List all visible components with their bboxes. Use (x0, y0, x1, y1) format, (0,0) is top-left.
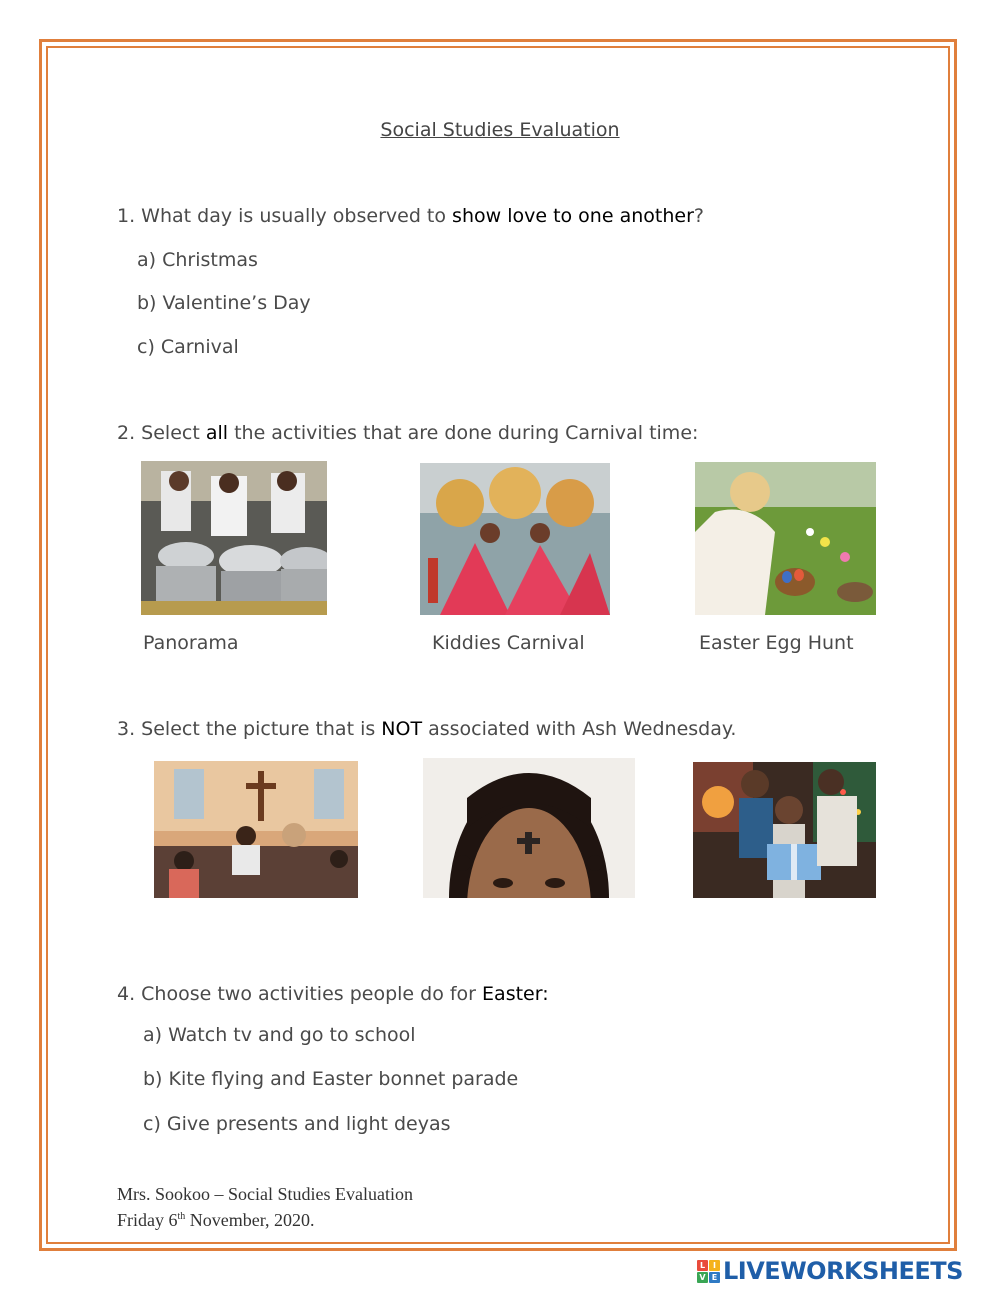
panorama-steelpan-photo[interactable] (141, 461, 327, 615)
worksheet-title: Social Studies Evaluation (380, 119, 620, 141)
ash-cross-forehead-photo[interactable] (423, 758, 635, 898)
question-2-emphasis: all (205, 422, 229, 444)
q4-option-b[interactable]: b) Kite flying and Easter bonnet parade (143, 1068, 519, 1090)
liveworksheets-logo (697, 1257, 963, 1285)
church-service-photo[interactable] (154, 761, 358, 898)
q1-option-b[interactable]: b) Valentine’s Day (137, 292, 311, 314)
q4-option-a[interactable]: a) Watch tv and go to school (143, 1024, 416, 1046)
logo-blocks-icon: L I V E (697, 1260, 720, 1283)
logo-wordmark: LIVEWORKSHEETS (723, 1257, 963, 1285)
caption-easter-egg-hunt: Easter Egg Hunt (699, 632, 854, 654)
question-2: 2. Select all the activities that are done during Carnival time: (117, 422, 699, 444)
question-4: 4. Choose two activities people do for Easter: (117, 983, 549, 1005)
question-1: 1. What day is usually observed to show love to one another? (117, 205, 704, 227)
easter-egg-hunt-photo[interactable] (695, 462, 876, 615)
question-3: 3. Select the picture that is NOT associated with Ash Wednesday. (117, 718, 737, 740)
question-3-emphasis: NOT (381, 718, 423, 740)
caption-panorama: Panorama (143, 632, 239, 654)
kiddies-carnival-photo[interactable] (420, 463, 610, 615)
q1-option-a[interactable]: a) Christmas (137, 249, 258, 271)
christmas-presents-photo[interactable] (693, 762, 876, 898)
question-1-emphasis: show love to one another (452, 205, 694, 227)
question-4-emphasis: Easter: (482, 983, 549, 1005)
footer-author: Mrs. Sookoo – Social Studies Evaluation (117, 1184, 413, 1204)
footer-date: Friday 6th November, 2020. (117, 1210, 315, 1230)
caption-kiddies-carnival: Kiddies Carnival (432, 632, 585, 654)
q4-option-c[interactable]: c) Give presents and light deyas (143, 1113, 451, 1135)
q1-option-c[interactable]: c) Carnival (137, 336, 239, 358)
